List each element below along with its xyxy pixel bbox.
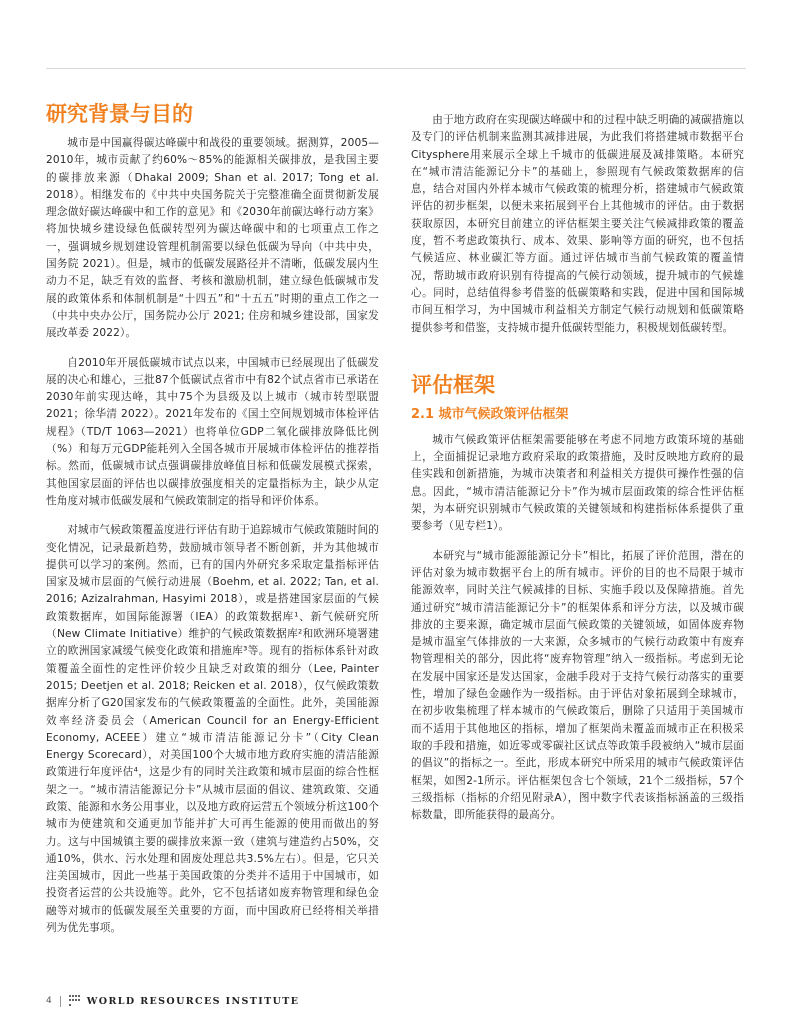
right-column [411, 100, 744, 824]
paragraph-5: 城市气候政策评估框架需要能够在考虑不同地方政策环境的基础上，全面捕捉记录地方政府采取的政策措施，及时反映地方政府的最佳实践和创新措施，为城市决策者和利益相关方提供可操作性强的信息。因此，“城市清洁能源记分卡”作为城市层面政策的综合性评估框架，为本研究识别城市气候政策的关键领域和构建指标体系提供了重要参考（见专栏1）。 [411, 433, 744, 533]
paragraph-6: 本研究与“城市能源能源记分卡”相比，拓展了评价范围，潜在的评估对象为城市数据平台上的所有城市。评价的目的也不局限于城市能源效率，同时关注气候减排的目标、实施手段以及保障措施。首先通过研究“城市清洁能源记分卡”的框架体系和评分方法，以及城市碳排放的主要来源，确定城市层面气候政策的关键领域，如固体废弃物是城市温室气体排放的一大来源，众多城市的气候行动政策中有废弃物管理相关的部分，因此将“废弃物管理”纳入一级指标。考虑到无论在发展中国家还是发达国家，金融手段对于支持气候行动落实的重要性，增加了绿色金融作为一级指标。由于评估对象拓展到全球城市，在初步收集梳理了样本城市的气候政策后，删除了只适用于美国城市而不适用于其他地区的指标，增加了框架尚未覆盖而城市正在积极采取的手段和措施，如近零或零碳社区试点等政策手段被纳入“城市层面的倡议”的指标之一。至此，形成本研究中所采用的城市气候政策评估框架，如图2-1所示。评估框架包含七个领域，21个二级指标，57个三级指标（指标的介绍见附录A），图中数字代表该指标涵盖的三级指标数量，即所能获得的最高分。 [411, 549, 744, 822]
paragraph-3: 对城市气候政策覆盖度进行评估有助于追踪城市气候政策随时间的变化情况，记录最新趋势，鼓励城市领导者不断创新，并为其他城市提供可以学习的案例。然而，已有的国内外研究多采取定量指标评估国家及城市层面的气候行动进展（Boehm, et al. 2022; Tan, et al. 2016; Azizalrahman, Hasyimi 2018），或是搭建国家层面的气候政策数据库，如国际能源署（IEA）的政策数据库¹、新气候研究所（New Climate Initiative）维护的气候政策数据库²和欧洲环境署建立的欧洲国家减缓气候变化政策和措施库³等。现有的指标体系针对政策覆盖全面性的定性评价较少且缺乏对政策的细分（Lee, Painter 2015; Deetjen et al. 2018; Reicken et al. 2018），仅气候政策数据库分析了G20国家发布的气候政策覆盖的全面性。此外，美国能源效率经济委员会（American Council for an Energy-Efficient Economy, ACEEE）建立“城市清洁能源记分卡”（City Clean Energy Scorecard），对美国100个大城市地方政府实施的清洁能源政策进行年度评估⁴，这是少有的同时关注政策和城市层面的综合性框架之一。“城市清洁能源记分卡”从城市层面的倡议、建筑政策、交通政策、能源和水务公用事业，以及地方政府运营五个领域分析这100个城市为使建筑和交通更加节能并扩大可再生能源的使用而做出的努力。这与中国城镇主要的碳排放来源一致（建筑与建造约占50%，交通10%，供水、污水处理和固废处理总共3.5%左右）。但是，它只关注美国城市，因此一些基于美国政策的分类并不适用于中国城市，如投资者运营的公共设施等。此外，它不包括诸如废弃物管理和绿色金融等对城市的低碳发展至关重要的方面，而中国政府已经将相关举措列为优先事项。 [46, 524, 379, 935]
footer-divider [60, 996, 61, 1007]
org-name: WORLD RESOURCES INSTITUTE [86, 995, 300, 1007]
page-footer [46, 993, 299, 1009]
header-rule [46, 68, 746, 69]
subsection-title: 2.1 城市气候政策评估框架 [411, 406, 569, 422]
paragraph-4: 由于地方政府在实现碳达峰碳中和的过程中缺乏明确的减碳措施以及专门的评估机制来监测其减排进展，为此我们将搭建城市数据平台Citysphere用来展示全球上千城市的低碳进展及减排策略。本研究在“城市清洁能源记分卡”的基础上，参照现有气候政策数据库的信息，结合对国内外样本城市气候政策的梳理分析，搭建城市气候政策评估的初步框架，以便未来拓展到平台上其他城市的评估。由于数据获取原因，本研究目前建立的评估框架主要关注气候减排政策的覆盖度，暂不考虑政策执行、成本、效果、影响等方面的研究，也不包括气候适应、林业碳汇等方面。通过评估城市当前气候政策的覆盖情况，帮助城市政府识别有待提高的气候行动领域，提升城市的气候雄心。同时，总结值得参考借鉴的低碳策略和实践，促进中国和国际城市间互相学习，为中国城市利益相关方制定气候行动规划和低碳策略提供参考和借鉴，支持城市提升低碳转型能力，积极规划低碳转型。 [411, 114, 744, 334]
page-number: 4 [46, 996, 52, 1006]
paragraph-2: 自2010年开展低碳城市试点以来，中国城市已经展现出了低碳发展的决心和雄心，三批87个低碳试点省市中有82个试点省市已承诺在2030年前实现达峰，其中75个为县级及以上城市（城市转型联盟 2021；徐华清 2022）。2021年发布的《国土空间规划城市体检评估规程》（TD/T 1063—2021）也将单位GDP二氧化碳排放降低比例（%）和每万元GDP能耗列入全国各城市开展城市体检评估的推荐指标。然而，低碳城市试点强调碳排放峰值目标和低碳发展模式探索，其他国家层面的评估也以碳排放强度相关的定量指标为主，缺少从定性角度对城市低碳发展和气候政策制定的指导和评价体系。 [46, 356, 379, 507]
paragraph-1: 城市是中国赢得碳达峰碳中和战役的重要领域。据测算，2005—2010年，城市贡献了约60%～85%的能源相关碳排放，是我国主要的碳排放来源（Dhakal 2009; Shan et al. 2017; Tong et al. 2018）。相继发布的《中共中央国务院关于完整准确全面贯彻新发展理念做好碳达峰碳中和工作的意见》和《2030年前碳达峰行动方案》将加快城乡建设绿色低碳转型列为碳达峰碳中和的七项重点工作之一，强调城乡规划建设管理机制需要以绿色低碳为导向（中共中央，国务院 2021）。但是，城市的低碳发展路径并不清晰，低碳发展内生动力不足，缺乏有效的监督、考核和激励机制，建立绿色低碳城市发展的政策体系和体制机制是“十四五”和“十五五”时期的重点工作之一（中共中央办公厅，国务院办公厅 2021; 住房和城乡建设部，国家发展改革委 2022）。 [46, 137, 379, 340]
section-title-framework: 评估框架 [411, 372, 495, 397]
section-title-background: 研究背景与目的 [46, 102, 193, 126]
wri-logo-icon [69, 995, 81, 1007]
left-column [46, 102, 379, 937]
